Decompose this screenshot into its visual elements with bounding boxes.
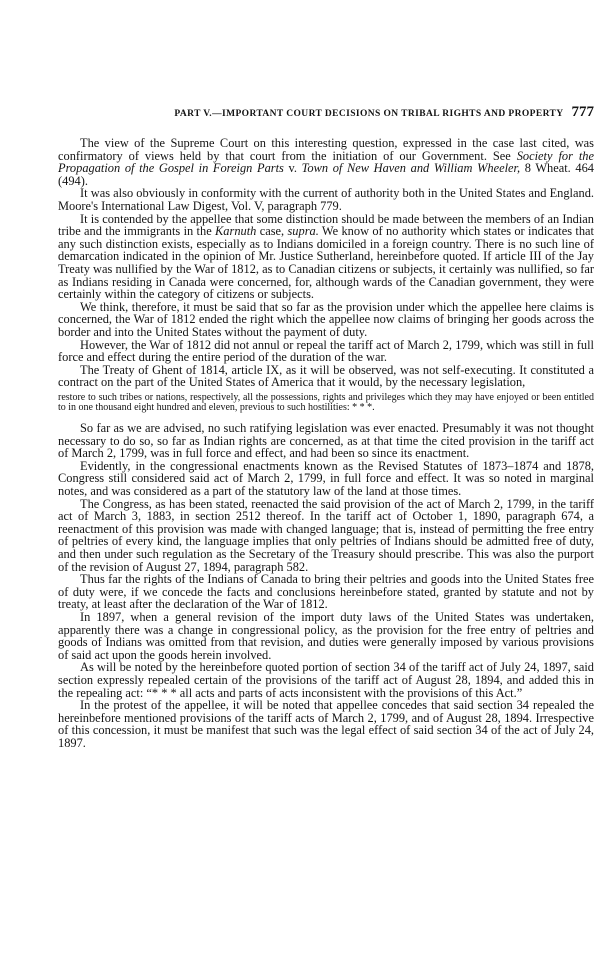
paragraph: However, the War of 1812 did not annul or repeal the tariff act of March 2, 1799, which was still in full force and effect during the entire period of the duration of the war. bbox=[58, 337, 594, 365]
running-header: PART V.—IMPORTANT COURT DECISIONS ON TRIBAL RIGHTS AND PROPERTY bbox=[174, 109, 564, 119]
paragraph: It is contended by the appellee that some distinction should be made between the members of an Indian tribe and the immigrants in the Karnuth case, supra. We know of no authority which states or indicates that any such distinction exists, especially as to Indians domiciled in a foreign country. There is no such line of demarcation indicated in the opinion of Mr. Justice Sutherland, hereinbefore quoted. If article III of the Jay Treaty was nullified by the War of 1812, as to Canadian citizens or subjects, it certainly was nullified, so far as Indians residing in Canada were concerned, for, although wards of the Canadian government, they were certainly within the category of citizens or subjects. bbox=[58, 211, 594, 302]
paragraph: As will be noted by the hereinbefore quoted portion of section 34 of the tariff act of July 24, 1897, said section expressly repealed certain of the provisions of the tariff act of August 28, 1894, and added this in the repealing act: “* * * all acts and parts of acts inconsistent with the provisions of this Act.” bbox=[58, 660, 594, 700]
paragraph: Thus far the rights of the Indians of Canada to bring their peltries and goods into the United States free of duty were, if we concede the facts and conclusions hereinbefore stated, granted by statute and not by treaty, at least after the declaration of the War of 1812. bbox=[58, 572, 594, 612]
paragraph: Evidently, in the congressional enactments known as the Revised Statutes of 1873–1874 and 1878, Congress still considered said act of March 2, 1799, in full force and effect. It was so noted in marginal notes, and was considered as a part of the statutory law of the land at those times. bbox=[58, 458, 594, 499]
page-header bbox=[58, 104, 594, 121]
block-quote: restore to such tribes or nations, respectively, all the possessions, rights and privileges which they may have enjoyed or been entitled to in one thousand eight hundred and eleven, previous to such hostilities: * * *. bbox=[58, 391, 594, 414]
paragraph: It was also obviously in conformity with the current of authority both in the United States and England. Moore's International Law Digest, Vol. V, paragraph 779. bbox=[58, 186, 594, 213]
paragraph: We think, therefore, it must be said that so far as the provision under which the appellee here claims is concerned, the War of 1812 ended the right which the appellee now claims of bringing her goods across the border and into the United States without the payment of duty. bbox=[58, 299, 594, 339]
page-number: 777 bbox=[571, 104, 594, 120]
paragraph: In 1897, when a general revision of the import duty laws of the United States was undertaken, apparently there was a change in congressional policy, as the provision for the free entry of peltries and goods of Indians was omitted from that revision, and duties were generally imposed by various provisions of said act upon the goods herein involved. bbox=[58, 609, 594, 662]
paragraph: The Congress, as has been stated, reenacted the said provision of the act of March 2, 1799, in the tariff act of March 3, 1883, in section 2512 thereof. In the tariff act of October 1, 1890, paragraph 674, a reenactment of this provision was made with changed language; that is, instead of permitting the free entry of peltries of every kind, the language implies that only peltries of Indians should be admitted free of duty, and then under such regulation as the Secretary of the Treasury should prescribe. This was also the purport of the revision of August 27, 1894, paragraph 582. bbox=[58, 496, 594, 574]
paragraph: The Treaty of Ghent of 1814, article IX, as it will be observed, was not self-executing. It constituted a contract on the part of the United States of America that it would, by the necessary legislation, bbox=[58, 362, 594, 390]
paragraph: The view of the Supreme Court on this interesting question, expressed in the case last cited, was confirmatory of views held by that court from the initiation of our Government. See Society for the Propagation of the Gospel in Foreign Parts v. Town of New Haven and William Wheeler, 8 Wheat. 464 (494). bbox=[58, 136, 594, 188]
paragraph: In the protest of the appellee, it will be noted that appellee concedes that said section 34 repealed the hereinbefore mentioned provisions of the tariff acts of March 2, 1799, and of August 28, 1894. Irrespective of this concession, it must be manifest that such was the legal effect of said section 34 of the act of July 24, 1897. bbox=[58, 698, 594, 750]
body-text bbox=[58, 137, 594, 750]
paragraph: So far as we are advised, no such ratifying legislation was ever enacted. Presumably it was not thought necessary to do so, so far as Indian rights are concerned, as at that time the cited provision in the tariff act of March 2, 1799, was in full force and effect, and had been so since its enactment. bbox=[58, 421, 594, 461]
